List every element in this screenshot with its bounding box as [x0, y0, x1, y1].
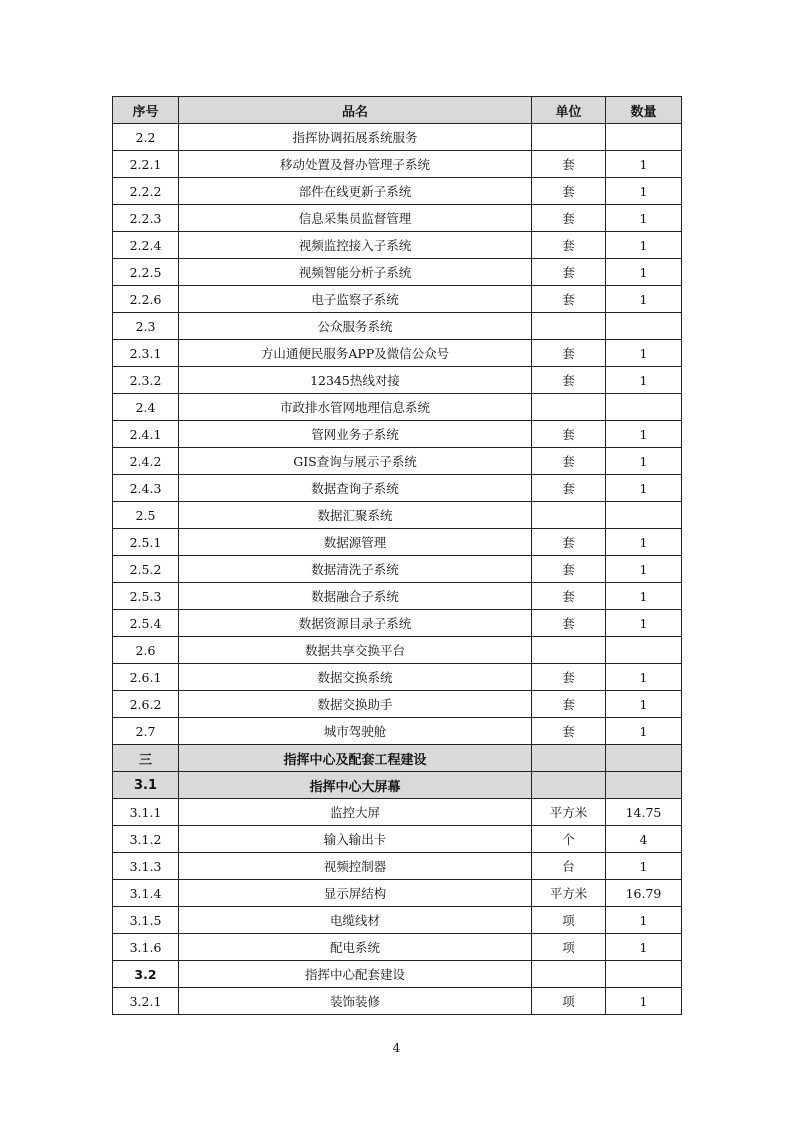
cell-item-name: 数据清洗子系统: [179, 556, 532, 583]
item-table: [112, 96, 682, 1015]
cell-quantity: [606, 502, 682, 529]
cell-quantity: 1: [606, 853, 682, 880]
cell-quantity: 1: [606, 610, 682, 637]
cell-unit: 套: [532, 340, 606, 367]
cell-number: 3.1.1: [113, 799, 179, 826]
cell-item-name: 移动处置及督办管理子系统: [179, 151, 532, 178]
table-row: [113, 151, 682, 178]
cell-unit: 套: [532, 556, 606, 583]
cell-quantity: [606, 961, 682, 988]
cell-item-name: 数据汇聚系统: [179, 502, 532, 529]
cell-number: 2.2.2: [113, 178, 179, 205]
cell-unit: 套: [532, 529, 606, 556]
table-row: [113, 691, 682, 718]
cell-number: 2.4.3: [113, 475, 179, 502]
cell-unit: 平方米: [532, 799, 606, 826]
table-row: [113, 502, 682, 529]
cell-unit: 套: [532, 259, 606, 286]
cell-item-name: 指挥中心配套建设: [179, 961, 532, 988]
cell-quantity: 1: [606, 718, 682, 745]
table-row: [113, 367, 682, 394]
table-row: [113, 313, 682, 340]
cell-quantity: 1: [606, 691, 682, 718]
cell-unit: 套: [532, 448, 606, 475]
cell-unit: [532, 502, 606, 529]
table-row: [113, 799, 682, 826]
cell-number: 2.2: [113, 124, 179, 151]
cell-quantity: 1: [606, 934, 682, 961]
cell-number: 3.2: [113, 961, 179, 988]
cell-unit: 项: [532, 934, 606, 961]
cell-item-name: 城市驾驶舱: [179, 718, 532, 745]
cell-quantity: [606, 313, 682, 340]
header-quantity: 数量: [606, 97, 682, 124]
cell-item-name: 输入输出卡: [179, 826, 532, 853]
table-row: [113, 934, 682, 961]
cell-unit: 平方米: [532, 880, 606, 907]
cell-unit: 套: [532, 718, 606, 745]
cell-item-name: 数据查询子系统: [179, 475, 532, 502]
cell-number: 2.6.2: [113, 691, 179, 718]
cell-item-name: 市政排水管网地理信息系统: [179, 394, 532, 421]
cell-unit: 套: [532, 610, 606, 637]
table-row: [113, 340, 682, 367]
cell-quantity: 1: [606, 340, 682, 367]
cell-item-name: 部件在线更新子系统: [179, 178, 532, 205]
cell-unit: [532, 124, 606, 151]
page-number: 4: [392, 1041, 401, 1055]
cell-unit: [532, 637, 606, 664]
cell-unit: 套: [532, 232, 606, 259]
cell-number: 三: [113, 745, 179, 772]
cell-quantity: [606, 394, 682, 421]
table-row: [113, 745, 682, 772]
table-row: [113, 826, 682, 853]
table-row: [113, 556, 682, 583]
table-row: [113, 205, 682, 232]
table-row: [113, 772, 682, 799]
cell-quantity: 16.79: [606, 880, 682, 907]
cell-number: 2.3.1: [113, 340, 179, 367]
header-unit: 单位: [532, 97, 606, 124]
cell-item-name: 配电系统: [179, 934, 532, 961]
cell-number: 2.4: [113, 394, 179, 421]
table-row: [113, 124, 682, 151]
cell-number: 2.2.6: [113, 286, 179, 313]
table-row: [113, 232, 682, 259]
cell-quantity: 4: [606, 826, 682, 853]
cell-number: 3.1.4: [113, 880, 179, 907]
header-number: 序号: [113, 97, 179, 124]
table-row: [113, 718, 682, 745]
cell-item-name: 管网业务子系统: [179, 421, 532, 448]
table-row: [113, 583, 682, 610]
cell-item-name: 装饰装修: [179, 988, 532, 1015]
cell-quantity: 1: [606, 421, 682, 448]
cell-quantity: 1: [606, 475, 682, 502]
cell-quantity: 1: [606, 988, 682, 1015]
cell-number: 3.1.3: [113, 853, 179, 880]
cell-number: 3.2.1: [113, 988, 179, 1015]
cell-item-name: 显示屏结构: [179, 880, 532, 907]
cell-item-name: 电缆线材: [179, 907, 532, 934]
cell-item-name: 12345热线对接: [179, 367, 532, 394]
table-row: [113, 475, 682, 502]
cell-unit: 项: [532, 988, 606, 1015]
cell-number: 2.3.2: [113, 367, 179, 394]
cell-unit: 套: [532, 151, 606, 178]
cell-number: 2.5.4: [113, 610, 179, 637]
cell-quantity: [606, 637, 682, 664]
cell-unit: [532, 313, 606, 340]
cell-quantity: 1: [606, 151, 682, 178]
cell-quantity: 1: [606, 907, 682, 934]
table-row: [113, 178, 682, 205]
cell-quantity: [606, 124, 682, 151]
cell-number: 2.4.1: [113, 421, 179, 448]
cell-quantity: 1: [606, 583, 682, 610]
cell-unit: [532, 772, 606, 799]
table-row: [113, 961, 682, 988]
cell-unit: [532, 961, 606, 988]
table-row: [113, 286, 682, 313]
cell-quantity: 1: [606, 286, 682, 313]
table-row: [113, 880, 682, 907]
cell-item-name: 视频智能分析子系统: [179, 259, 532, 286]
cell-number: 2.5.3: [113, 583, 179, 610]
cell-item-name: 电子监察子系统: [179, 286, 532, 313]
cell-number: 2.2.1: [113, 151, 179, 178]
cell-number: 3.1.6: [113, 934, 179, 961]
cell-quantity: 1: [606, 529, 682, 556]
cell-quantity: 1: [606, 556, 682, 583]
cell-number: 3.1.2: [113, 826, 179, 853]
cell-quantity: 1: [606, 664, 682, 691]
cell-item-name: 信息采集员监督管理: [179, 205, 532, 232]
cell-unit: 套: [532, 178, 606, 205]
cell-quantity: 1: [606, 205, 682, 232]
table-row: [113, 988, 682, 1015]
cell-number: 2.2.4: [113, 232, 179, 259]
cell-item-name: 指挥中心及配套工程建设: [179, 745, 532, 772]
table-row: [113, 907, 682, 934]
cell-item-name: 数据融合子系统: [179, 583, 532, 610]
cell-unit: 套: [532, 664, 606, 691]
cell-number: 2.6: [113, 637, 179, 664]
cell-unit: 项: [532, 907, 606, 934]
cell-unit: [532, 745, 606, 772]
cell-item-name: 指挥中心大屏幕: [179, 772, 532, 799]
cell-number: 2.5: [113, 502, 179, 529]
cell-quantity: 1: [606, 259, 682, 286]
table-row: [113, 448, 682, 475]
cell-quantity: 1: [606, 448, 682, 475]
cell-item-name: 方山通便民服务APP及微信公众号: [179, 340, 532, 367]
cell-number: 2.2.3: [113, 205, 179, 232]
table-row: [113, 259, 682, 286]
cell-number: 2.7: [113, 718, 179, 745]
cell-unit: 套: [532, 421, 606, 448]
cell-unit: 套: [532, 286, 606, 313]
table-row: [113, 637, 682, 664]
table-row: [113, 610, 682, 637]
cell-number: 2.4.2: [113, 448, 179, 475]
cell-unit: [532, 394, 606, 421]
cell-item-name: 监控大屏: [179, 799, 532, 826]
cell-unit: 套: [532, 691, 606, 718]
cell-quantity: [606, 745, 682, 772]
cell-quantity: 1: [606, 178, 682, 205]
table-row: [113, 853, 682, 880]
cell-unit: 套: [532, 583, 606, 610]
cell-item-name: 数据资源目录子系统: [179, 610, 532, 637]
cell-number: 2.2.5: [113, 259, 179, 286]
cell-number: 2.3: [113, 313, 179, 340]
table-row: [113, 421, 682, 448]
cell-quantity: 1: [606, 232, 682, 259]
cell-item-name: 公众服务系统: [179, 313, 532, 340]
cell-number: 3.1.5: [113, 907, 179, 934]
cell-item-name: 数据源管理: [179, 529, 532, 556]
cell-quantity: 1: [606, 367, 682, 394]
table-header-row: [113, 97, 682, 124]
cell-unit: 套: [532, 475, 606, 502]
cell-unit: 个: [532, 826, 606, 853]
table-row: [113, 664, 682, 691]
cell-number: 2.5.2: [113, 556, 179, 583]
cell-number: 2.5.1: [113, 529, 179, 556]
cell-item-name: 数据交换助手: [179, 691, 532, 718]
cell-unit: 套: [532, 367, 606, 394]
cell-quantity: 14.75: [606, 799, 682, 826]
table-body: [113, 124, 682, 1015]
cell-number: 3.1: [113, 772, 179, 799]
header-item-name: 品名: [179, 97, 532, 124]
cell-item-name: 视频监控接入子系统: [179, 232, 532, 259]
table-row: [113, 529, 682, 556]
cell-item-name: 视频控制器: [179, 853, 532, 880]
cell-number: 2.6.1: [113, 664, 179, 691]
cell-item-name: 数据共享交换平台: [179, 637, 532, 664]
cell-item-name: 数据交换系统: [179, 664, 532, 691]
cell-item-name: 指挥协调拓展系统服务: [179, 124, 532, 151]
cell-quantity: [606, 772, 682, 799]
cell-unit: 套: [532, 205, 606, 232]
cell-unit: 台: [532, 853, 606, 880]
table-row: [113, 394, 682, 421]
cell-item-name: GIS查询与展示子系统: [179, 448, 532, 475]
